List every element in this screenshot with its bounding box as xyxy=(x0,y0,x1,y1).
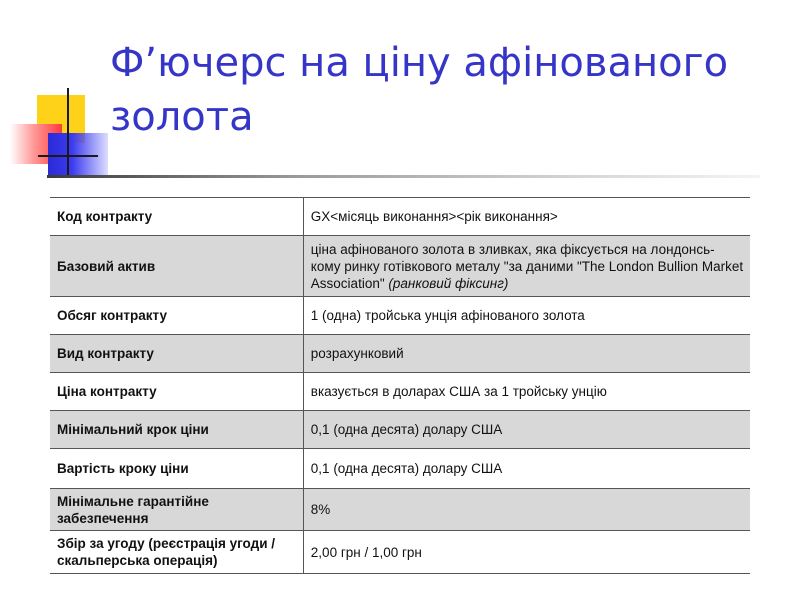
row-value: вказується в доларах США за 1 тройську унцію xyxy=(303,373,750,411)
row-value: 0,1 (одна десята) долару США xyxy=(303,449,750,489)
table-row xyxy=(50,297,750,335)
row-key: Вид контракту xyxy=(50,335,303,373)
row-value: 8% xyxy=(303,489,750,531)
row-key: Мінімальний крок ціни xyxy=(50,411,303,449)
row-value: GX<місяць виконання><рік виконання> xyxy=(303,198,750,236)
row-key: Базовий актив xyxy=(50,236,303,297)
table-row xyxy=(50,335,750,373)
row-key: Вартість кроку ціни xyxy=(50,449,303,489)
row-value-text: ціна афінованого золота в зливках, яка фіксується на лондонсь-кому ринку готівкового металу "за даними "The London Bullion Market Association" xyxy=(310,241,744,291)
logo-horizontal-line xyxy=(38,155,98,157)
row-value: 0,1 (одна десята) долару США xyxy=(303,411,750,449)
row-key: Збір за угоду (реєстрація угоди / скальперська операція) xyxy=(50,531,303,574)
row-value: 1 (одна) тройська унція афінованого золота xyxy=(303,297,750,335)
contract-spec-table xyxy=(50,197,750,574)
table-row xyxy=(50,236,750,297)
row-key: Обсяг контракту xyxy=(50,297,303,335)
row-value xyxy=(303,236,750,297)
table-row xyxy=(50,373,750,411)
row-value-italic: (ранковий фіксинг) xyxy=(388,275,509,291)
row-key: Код контракту xyxy=(50,198,303,236)
table-row xyxy=(50,198,750,236)
slide-title: Ф’ючерс на ціну афінованого золота xyxy=(110,40,729,140)
table-row xyxy=(50,531,750,574)
table-row xyxy=(50,449,750,489)
row-key: Ціна контракту xyxy=(50,373,303,411)
table-row xyxy=(50,411,750,449)
logo-vertical-line xyxy=(67,88,69,178)
row-value: 2,00 грн / 1,00 грн xyxy=(303,531,750,574)
table-row xyxy=(50,489,750,531)
row-value: розрахунковий xyxy=(303,335,750,373)
title-divider xyxy=(47,175,760,178)
row-key: Мінімальне гарантійне забезпечення xyxy=(50,489,303,531)
